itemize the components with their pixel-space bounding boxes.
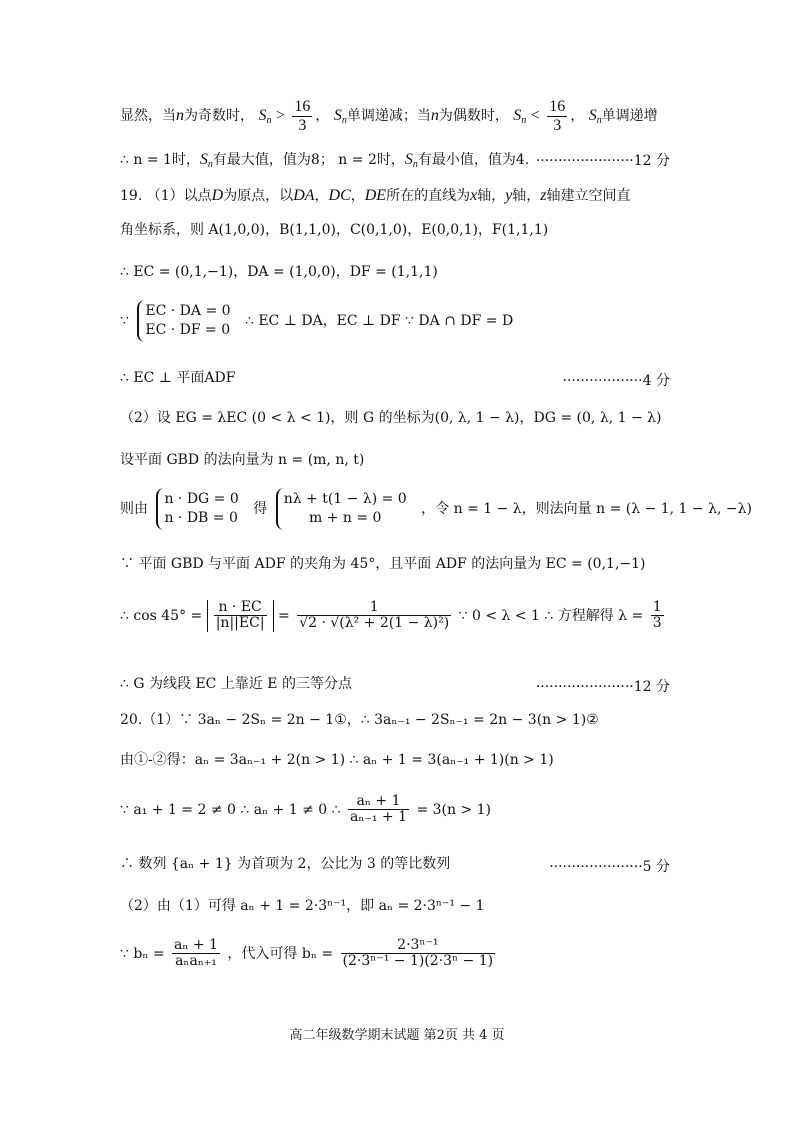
score-12-a: ······················12 分: [535, 153, 670, 169]
line-12: ∴ cos 45° = $\frac{n \cdot EC}{|n||EC|}$ = $\frac{1}{\text{√2 · √(λ² + 2(1 − λ)²)}}$ ∵ 0 < λ < 1 ∴ 方程解得 λ = $\frac{1}{3}$: [120, 599, 662, 632]
score-5: ·····················5 分: [549, 859, 670, 875]
system-brace-1: n · DG = 0 n · DB = 0: [156, 488, 244, 530]
line-14: 20.（1）∵ 3aₙ − 2Sₙ = 2n − 1①，∴ 3aₙ₋₁ − 2Sₙ₋₁ = 2n − 3(n > 1)②: [120, 712, 599, 728]
line-9: 设平面 GBD 的法向量为 n = (m, n, t): [120, 452, 365, 468]
ratio-fraction: $\frac{\text{aₙ + 1}}{\text{aₙ₋₁ + 1}}$: [350, 793, 407, 826]
abs-value: $\frac{n \cdot EC}{|n||EC|}$: [207, 600, 274, 632]
line-2: ∴ n = 1时，$S_n$有最大值，值为8； n = 2时，$S_n$有最小值，值为4.: [120, 151, 530, 170]
bn-fraction: $\frac{\text{aₙ + 1}}{\text{aₙaₙ₊₁}}$: [174, 937, 218, 970]
cos-fraction: $\frac{1}{\text{√2 · √(λ² + 2(1 − λ)²)}}$: [299, 599, 450, 632]
score-4: ··················4 分: [562, 373, 670, 389]
line-19: ∵ bₙ = $\frac{\text{aₙ + 1}}{\text{aₙaₙ₊₁}}$ ，代入可得 bₙ = $\frac{\text{2·3ⁿ⁻¹}}{\text{(2·3ⁿ⁻¹ − 1)(2·3ⁿ − 1)}}$: [120, 937, 494, 970]
line-7: ∴ EC ⊥ 平面ADF: [120, 370, 236, 386]
line-8: （2）设 EG = λEC (0 < λ < 1)，则 G 的坐标为(0, λ, 1 − λ)，DG = (0, λ, 1 − λ): [120, 410, 662, 426]
line-3: 19. （1）以点D为原点，以DA，DC，DE所在的直线为x轴，y轴，z轴建立空间直: [120, 187, 631, 204]
fraction-16-3-b: $\frac{16}{3}$: [549, 98, 566, 134]
line-1: 显然，当n为奇数时， $S_n$ > $\frac{16}{3}$ ， $S_n$单调递减；当n为偶数时， $S_n$ < $\frac{16}{3}$ ， $S_n$单调递增: [120, 98, 658, 134]
line-17: ∴ 数列 {aₙ + 1} 为首项为 2，公比为 3 的等比数列: [120, 856, 451, 872]
line-11: ∵ 平面 GBD 与平面 ADF 的夹角为 45°，且平面 ADF 的法向量为 EC = (0,1,−1): [120, 556, 646, 572]
line-5: ∴ EC = (0,1,−1)，DA = (1,0,0)，DF = (1,1,1): [120, 264, 438, 280]
lambda-fraction: $\frac{1}{3}$: [652, 599, 662, 632]
line-13: ∴ G 为线段 EC 上靠近 E 的三等分点: [120, 676, 352, 692]
system-brace: EC · DA = 0 EC · DF = 0: [137, 300, 236, 342]
line-16: ∵ a₁ + 1 = 2 ≠ 0 ∴ aₙ + 1 ≠ 0 ∴ $\frac{\text{aₙ + 1}}{\text{aₙ₋₁ + 1}}$ = 3(n > 1): [120, 793, 492, 826]
fraction-16-3: $\frac{16}{3}$: [294, 98, 311, 134]
score-12-b: ······················12 分: [535, 679, 670, 695]
system-brace-2: nλ + t(1 − λ) = 0 m + n = 0: [276, 488, 413, 530]
line-15: 由①-②得：aₙ = 3aₙ₋₁ + 2(n > 1) ∴ aₙ + 1 = 3(aₙ₋₁ + 1)(n > 1): [120, 752, 554, 768]
line-18: （2）由（1）可得 aₙ + 1 = 2·3ⁿ⁻¹，即 aₙ = 2·3ⁿ⁻¹ − 1: [120, 898, 485, 914]
page-footer: 高二年级数学期末试题 第2页 共 4 页: [289, 1028, 505, 1043]
line-4: 角坐标系，则 A(1,0,0)，B(1,1,0)，C(0,1,0)，E(0,0,1)，F(1,1,1): [120, 222, 549, 238]
line-10: 则由 n · DG = 0 n · DB = 0 得 nλ + t(1 − λ) = 0 m + n = 0 ，令 n = 1 − λ，则法向量 n = (λ − 1, 1 − λ, −λ): [120, 488, 752, 530]
line-6: ∵ EC · DA = 0 EC · DF = 0 ∴ EC ⊥ DA，EC ⊥ DF ∵ DA ∩ DF = D: [120, 300, 513, 342]
bn-substituted-fraction: $\frac{\text{2·3ⁿ⁻¹}}{\text{(2·3ⁿ⁻¹ − 1)(2·3ⁿ − 1)}}$: [342, 937, 494, 970]
